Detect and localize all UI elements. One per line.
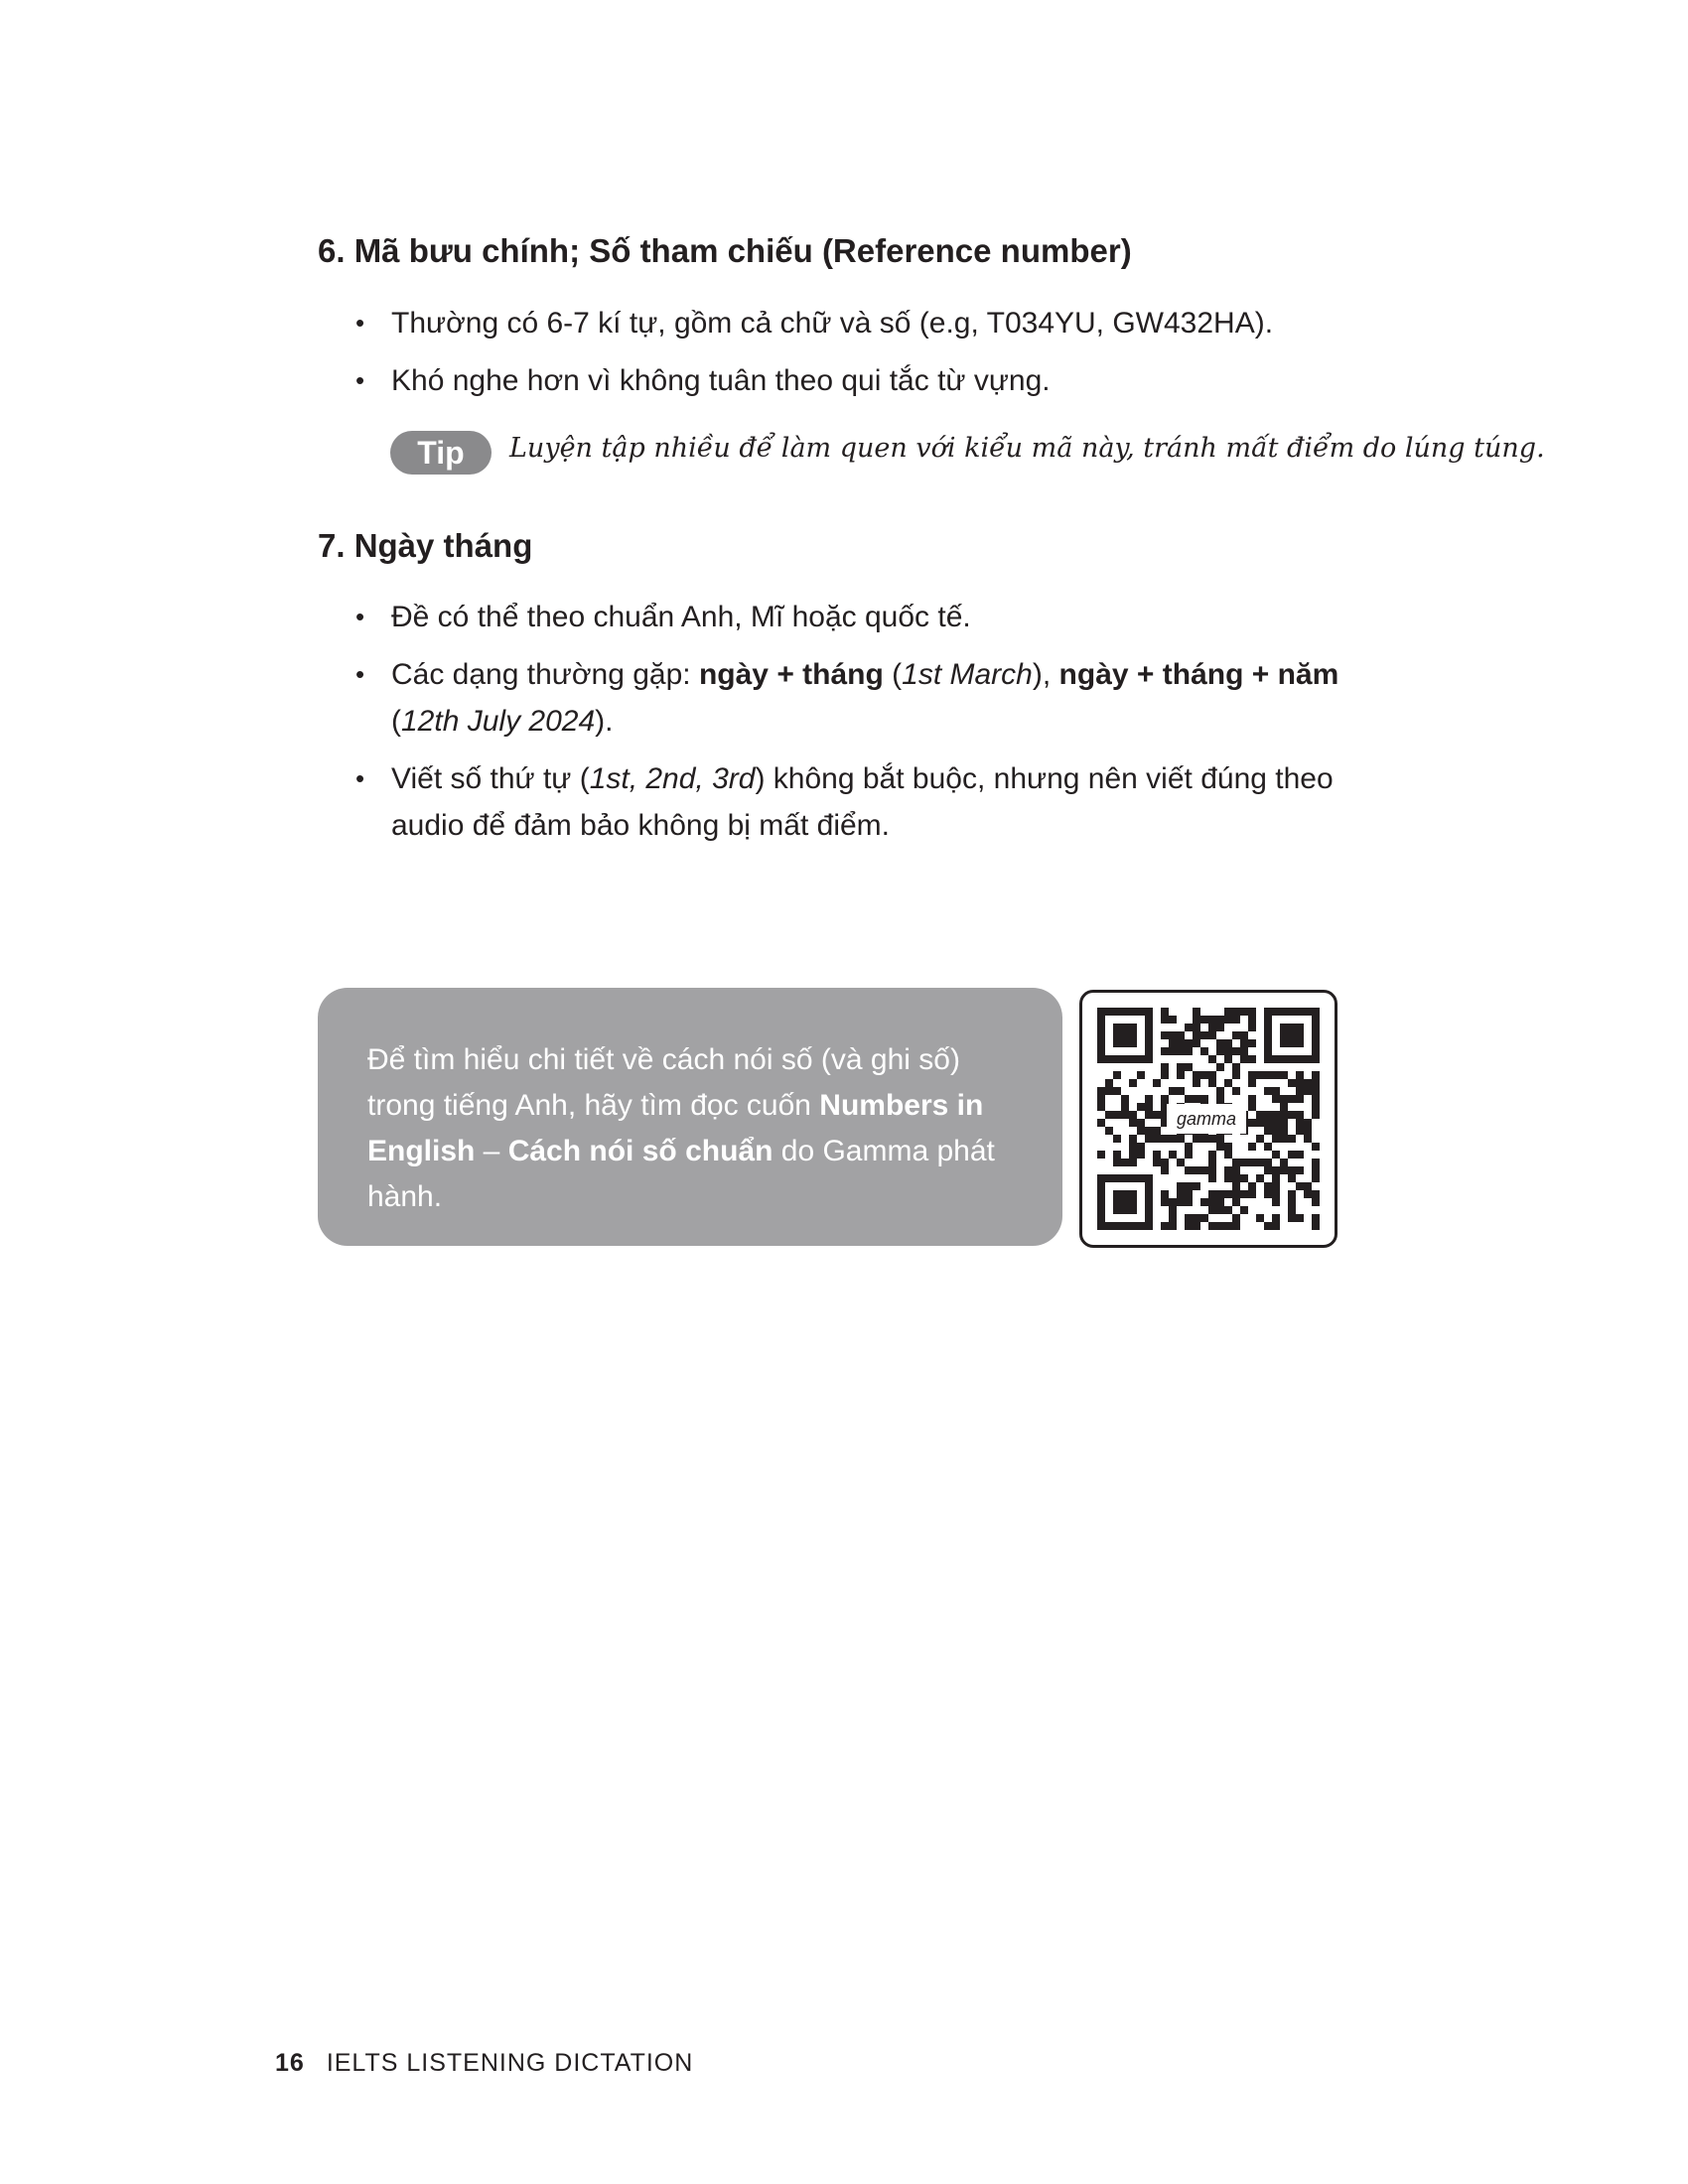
bullet-icon: • bbox=[355, 763, 365, 793]
book-title: IELTS LISTENING DICTATION bbox=[326, 2049, 694, 2077]
section-6-heading: 6. Mã bưu chính; Số tham chiếu (Reference number) bbox=[318, 232, 1132, 269]
list-item: • Đề có thể theo chuẩn Anh, Mĩ hoặc quốc tế. bbox=[350, 594, 1382, 640]
tip-text: Luyện tập nhiều để làm quen với kiểu mã này, tránh mất điểm do lúng túng. bbox=[509, 433, 1545, 464]
gamma-logo: gamma bbox=[1167, 1104, 1246, 1134]
info-box: Để tìm hiểu chi tiết về cách nói số (và ghi số) trong tiếng Anh, hãy tìm đọc cuốn Numbers in English – Cách nói số chuẩn do Gamma phát hành. bbox=[318, 988, 1062, 1246]
qr-code[interactable] bbox=[1079, 990, 1337, 1248]
section-7-heading: 7. Ngày tháng bbox=[318, 527, 533, 564]
bullet-icon: • bbox=[355, 659, 365, 689]
section-6-bullet-list bbox=[350, 300, 1382, 415]
bullet-icon: • bbox=[355, 308, 365, 338]
tip-row bbox=[390, 429, 1545, 477]
section-7-bullet-list bbox=[350, 594, 1382, 860]
page-number: 16 bbox=[275, 2049, 305, 2077]
page-footer bbox=[275, 2049, 693, 2078]
list-item: • Thường có 6-7 kí tự, gồm cả chữ và số (e.g, T034YU, GW432HA). bbox=[350, 300, 1382, 346]
list-item: • Khó nghe hơn vì không tuân theo qui tắc từ vựng. bbox=[350, 357, 1382, 404]
bullet-icon: • bbox=[355, 602, 365, 631]
bullet-icon: • bbox=[355, 365, 365, 395]
list-item: • Viết số thứ tự (1st, 2nd, 3rd) không bắt buộc, nhưng nên viết đúng theo audio để đảm bảo không bị mất điểm. bbox=[350, 755, 1382, 849]
tip-badge: Tip bbox=[390, 431, 492, 475]
list-item: • Các dạng thường gặp: ngày + tháng (1st March), ngày + tháng + năm (12th July 2024). bbox=[350, 651, 1382, 745]
